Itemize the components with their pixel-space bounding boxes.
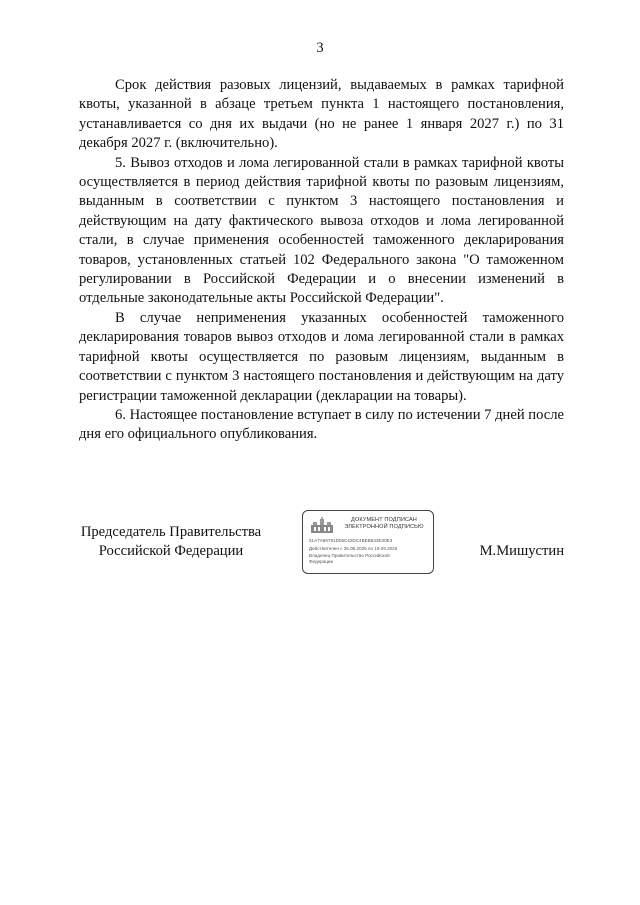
paragraph-6: 6. Настоящее постановление вступает в силу по истечении 7 дней после дня его официального опубликования. bbox=[79, 406, 564, 443]
paragraph-5: 5. Вывоз отходов и лома легированной стали в рамках тарифной квоты осуществляется в период действия тарифной квоты по разовым лицензиям, выданным в соответствии с пунктом 3 настоящего постановления и действующим на дату фактического вывоза отходов и лома легированной стали, в случае применения особенностей таможенного декларирования товаров, установленных статьей 102 Федерального закона "О таможенном регулировании в Российской Федерации и о внесении изменений в отдельные законодательные акты Российской Федерации". bbox=[79, 154, 564, 307]
document-body bbox=[79, 76, 564, 445]
stamp-header-line2: ЭЛЕКТРОННОЙ ПОДПИСЬЮ bbox=[344, 524, 424, 530]
signatory-title-line2: Российской Федерации bbox=[98, 543, 244, 560]
stamp-validity: Действителен с 26.06.2025 по 19.09.2026 bbox=[309, 546, 398, 551]
stamp-header bbox=[337, 517, 431, 531]
paragraph-non-application: В случае неприменения указанных особенностей таможенного декларирования товаров вывоз отходов и лома легированной стали в рамках тарифной квоты осуществляется по разовым лицензиям, выданным в соответствии с пунктом 3 настоящего постановления и действующим на дату регистрации таможенной декларации (декларации на товары). bbox=[79, 309, 564, 404]
page-number: 3 bbox=[316, 40, 324, 56]
stamp-certificate: 51A7A86781D06C42DC4BEB643E30E3 bbox=[309, 538, 393, 543]
paragraph-license-term: Срок действия разовых лицензий, выдаваемых в рамках тарифной квоты, указанной в абзаце третьем пункта 1 настоящего постановления, устанавливается со дня их выдачи (но не ранее 1 января 2027 г.) по 31 декабря 2027 г. (включительно). bbox=[79, 77, 564, 152]
electronic-signature-stamp bbox=[302, 510, 434, 574]
stamp-owner-line2: Федерации bbox=[309, 559, 334, 564]
stamp-header-line1: ДОКУМЕНТ ПОДПИСАН bbox=[351, 517, 417, 523]
stamp-owner-line1: Владелец Правительство Российской bbox=[309, 553, 390, 558]
signatory-title-line1: Председатель Правительства bbox=[80, 524, 262, 540]
signature-block bbox=[79, 510, 564, 580]
coat-of-arms-icon bbox=[309, 516, 335, 534]
signatory-title bbox=[79, 523, 263, 562]
signatory-name: М.Мишустин bbox=[479, 543, 564, 559]
